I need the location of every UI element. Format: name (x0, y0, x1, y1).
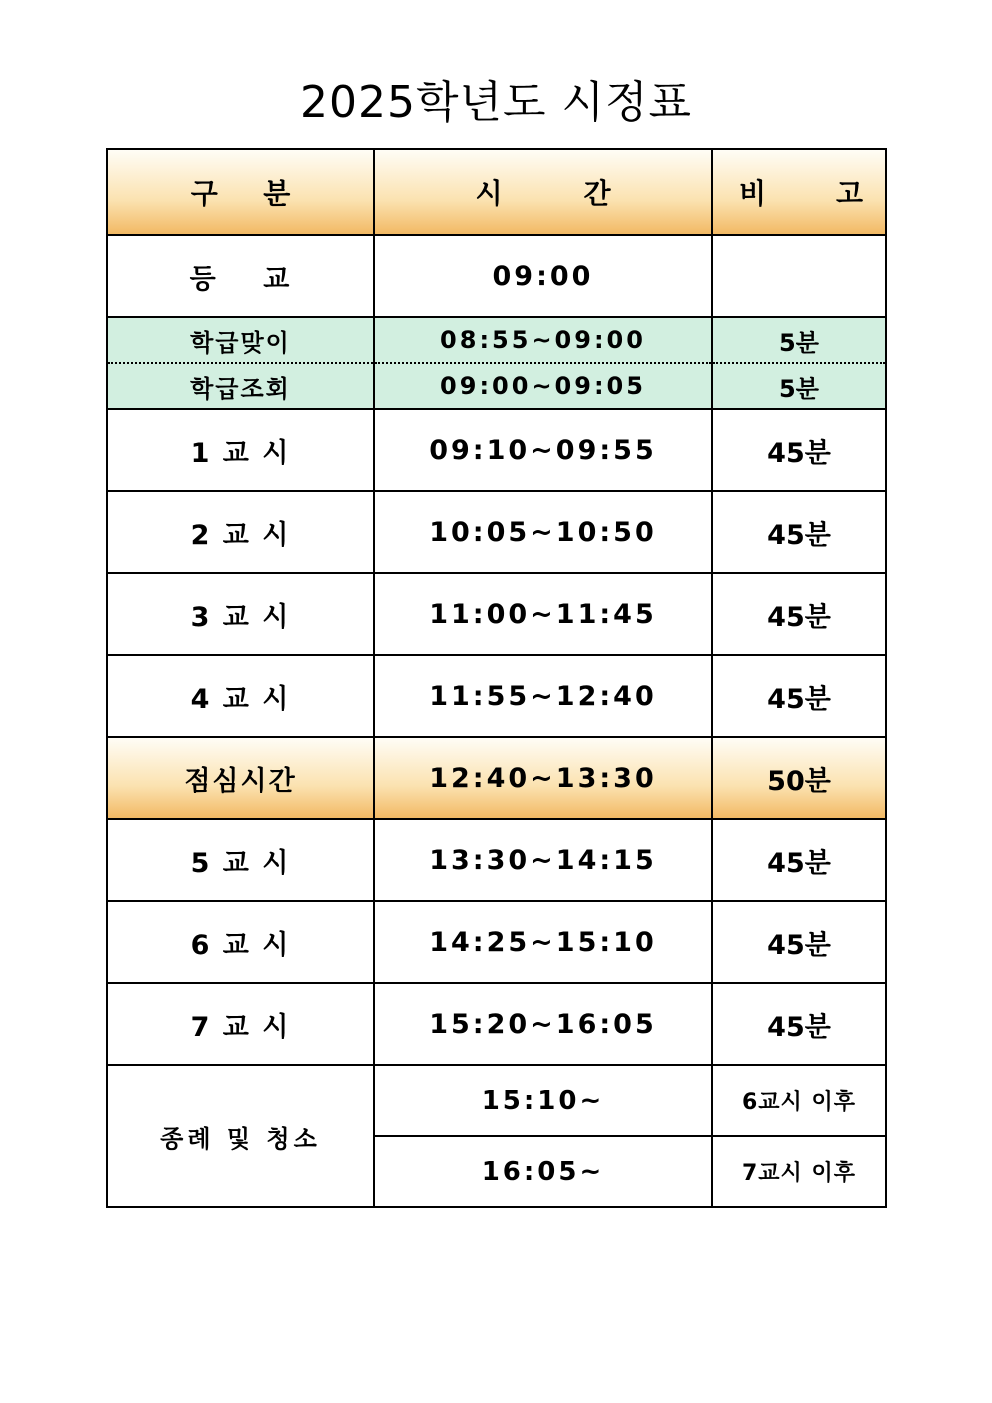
table-row-dismissal-1 (107, 1065, 886, 1136)
row-note: 5분 (712, 317, 886, 363)
row-label: 2 교 시 (107, 491, 374, 573)
schedule-table (106, 148, 887, 1208)
row-label: 1 교 시 (107, 409, 374, 491)
row-time: 14:25~15:10 (374, 901, 712, 983)
row-time: 10:05~10:50 (374, 491, 712, 573)
table-row-homeroom-greeting (107, 317, 886, 363)
row-time: 11:55~12:40 (374, 655, 712, 737)
row-label: 4 교 시 (107, 655, 374, 737)
row-label: 6 교 시 (107, 901, 374, 983)
row-label: 7 교 시 (107, 983, 374, 1065)
table-row-period-6 (107, 901, 886, 983)
page-title: 2025학년도 시정표 (300, 77, 692, 128)
table-row-period-4 (107, 655, 886, 737)
table-row-arrival (107, 235, 886, 317)
table-row-period-1 (107, 409, 886, 491)
row-note (712, 235, 886, 317)
header-time: 시 간 (374, 149, 712, 235)
header-note: 비 고 (712, 149, 886, 235)
table-row-lunch (107, 737, 886, 819)
row-label: 5 교 시 (107, 819, 374, 901)
row-time: 15:20~16:05 (374, 983, 712, 1065)
row-time: 09:00~09:05 (374, 363, 712, 409)
row-label: 점심시간 (107, 737, 374, 819)
header-category: 구 분 (107, 149, 374, 235)
row-time: 11:00~11:45 (374, 573, 712, 655)
row-label: 종례 및 청소 (107, 1065, 374, 1207)
table-row-period-7 (107, 983, 886, 1065)
row-label: 3 교 시 (107, 573, 374, 655)
row-note: 45분 (712, 901, 886, 983)
row-time: 16:05~ (374, 1136, 712, 1207)
row-note: 45분 (712, 983, 886, 1065)
row-note: 7교시 이후 (712, 1136, 886, 1207)
table-row-homeroom-meeting (107, 363, 886, 409)
table-row-period-3 (107, 573, 886, 655)
row-note: 45분 (712, 655, 886, 737)
row-time: 15:10~ (374, 1065, 712, 1136)
row-label: 학급조회 (107, 363, 374, 409)
row-time: 13:30~14:15 (374, 819, 712, 901)
row-time: 08:55~09:00 (374, 317, 712, 363)
row-note: 45분 (712, 491, 886, 573)
row-note: 45분 (712, 409, 886, 491)
table-row-period-5 (107, 819, 886, 901)
row-note: 5분 (712, 363, 886, 409)
row-label: 등 교 (107, 235, 374, 317)
row-time: 09:00 (374, 235, 712, 317)
row-note: 45분 (712, 573, 886, 655)
row-note: 6교시 이후 (712, 1065, 886, 1136)
row-time: 12:40~13:30 (374, 737, 712, 819)
row-label: 학급맞이 (107, 317, 374, 363)
table-row-period-2 (107, 491, 886, 573)
header-row (107, 149, 886, 235)
row-note: 45분 (712, 819, 886, 901)
row-note: 50분 (712, 737, 886, 819)
row-time: 09:10~09:55 (374, 409, 712, 491)
